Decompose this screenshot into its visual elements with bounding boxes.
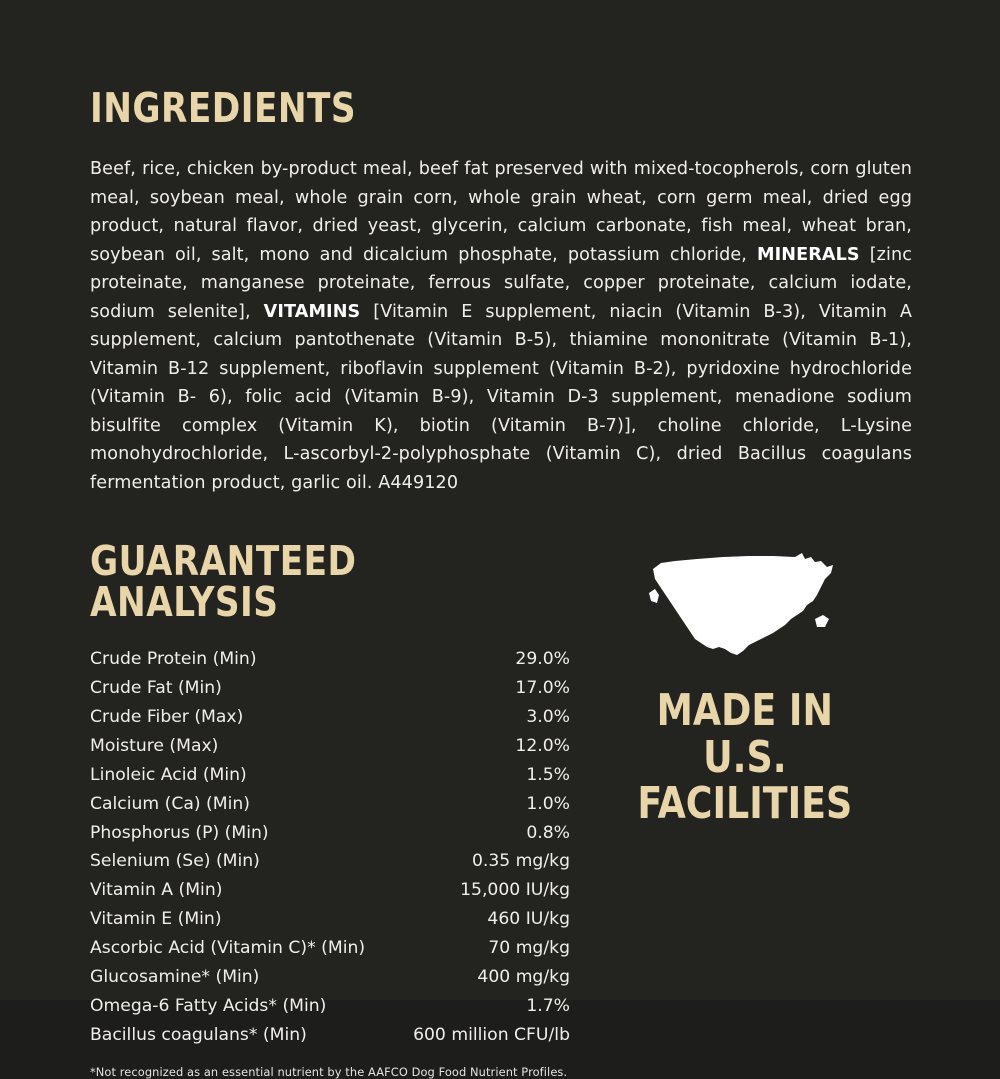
table-row — [90, 965, 570, 994]
ingredients-part-2: [zinc proteinate, manganese proteinate, ferrous sulfate, copper proteinate, calcium iodate, sodium selenite], — [90, 244, 912, 322]
nutrient-value: 400 mg/kg — [477, 967, 570, 988]
guaranteed-analysis-section — [90, 537, 910, 1079]
made-in-line-3: FACILITIES — [637, 778, 853, 830]
guaranteed-analysis-heading: GUARANTEED ANALYSIS — [90, 537, 357, 626]
nutrient-value: 29.0% — [515, 649, 570, 669]
nutrient-name: Bacillus coagulans* (Min) — [90, 1024, 307, 1045]
nutrient-name: Crude Fat (Min) — [90, 677, 222, 698]
nutrient-name: Vitamin A (Min) — [90, 880, 223, 901]
table-row — [90, 792, 570, 821]
guaranteed-analysis-table — [90, 647, 570, 1052]
made-in-usa-badge — [580, 541, 910, 828]
nutrient-name: Phosphorus (P) (Min) — [90, 822, 269, 843]
ingredients-part-3: [Vitamin E supplement, niacin (Vitamin B-3), Vitamin A supplement, calcium pantothenate (Vitamin B-5), thiamine mononitrate (Vitamin B-1), Vitamin B-12 supplement, riboflavin supplement (Vitamin B-2), pyridoxine hydrochloride (Vitamin B- 6), folic acid (Vitamin B-9), Vitamin D-3 supplement, menadione sodium bisulfite complex (Vitamin K), biotin (Vitamin B-7)], choline chloride, L-Lysine monohydrochloride, L-ascorbyl-2-polyphosphate (Vitamin C), dried Bacillus coagulans fermentation product, garlic oil. A449120 — [90, 301, 912, 493]
made-in-line-2: U.S. — [703, 731, 787, 783]
table-row — [90, 821, 570, 850]
nutrient-name: Omega-6 Fatty Acids* (Min) — [90, 996, 327, 1017]
made-in-line-1: MADE IN — [656, 685, 834, 736]
nutrient-name: Crude Protein (Min) — [90, 649, 257, 669]
guaranteed-analysis-left — [90, 537, 580, 1079]
nutrient-value: 0.8% — [526, 822, 570, 843]
nutrient-name: Vitamin E (Min) — [90, 909, 222, 930]
nutrient-value: 460 IU/kg — [487, 909, 570, 930]
table-row — [90, 907, 570, 936]
table-row — [90, 849, 570, 878]
ingredients-heading: INGREDIENTS — [90, 84, 357, 132]
nutrient-value: 17.0% — [515, 677, 570, 698]
table-row — [90, 878, 570, 907]
nutrient-value: 70 mg/kg — [488, 938, 570, 959]
aafco-footnote: *Not recognized as an essential nutrient by the AAFCO Dog Food Nutrient Profiles. — [90, 1064, 568, 1079]
table-row — [90, 936, 570, 965]
nutrient-value: 3.0% — [526, 706, 570, 727]
ingredients-text — [90, 155, 912, 497]
table-body — [90, 647, 570, 1052]
table-row — [90, 1023, 570, 1052]
nutrient-name: Calcium (Ca) (Min) — [90, 793, 250, 814]
vitamins-label: VITAMINS — [263, 301, 361, 322]
nutrient-value: 1.5% — [526, 764, 570, 785]
table-row — [90, 763, 570, 792]
nutrient-value: 1.7% — [526, 996, 570, 1017]
nutrient-name: Moisture (Max) — [90, 735, 219, 756]
table-row — [90, 705, 570, 734]
nutrient-value: 600 million CFU/lb — [413, 1024, 570, 1045]
nutrient-name: Ascorbic Acid (Vitamin C)* (Min) — [90, 938, 366, 959]
minerals-label: MINERALS — [757, 244, 860, 265]
table-row — [90, 676, 570, 705]
made-in-usa-text — [637, 685, 853, 830]
nutrient-name: Linoleic Acid (Min) — [90, 764, 247, 785]
nutrient-value: 12.0% — [515, 735, 570, 756]
table-row — [90, 647, 570, 676]
usa-map-icon — [645, 549, 845, 674]
nutrient-name: Crude Fiber (Max) — [90, 706, 244, 727]
table-row — [90, 734, 570, 763]
nutrient-name: Selenium (Se) (Min) — [90, 851, 260, 872]
nutrient-name: Glucosamine* (Min) — [90, 967, 260, 988]
nutrient-value: 0.35 mg/kg — [471, 851, 570, 872]
ingredients-part-1: Beef, rice, chicken by-product meal, beef fat preserved with mixed-tocopherols, corn gluten meal, soybean meal, whole grain corn, whole grain wheat, corn germ meal, dried egg product, natural flavor, dried yeast, glycerin, calcium carbonate, fish meal, wheat bran, soybean oil, salt, mono and dicalcium phosphate, potassium chloride, — [90, 159, 912, 265]
nutrient-value: 1.0% — [526, 793, 570, 814]
table-row — [90, 994, 570, 1023]
nutrient-value: 15,000 IU/kg — [460, 880, 570, 901]
